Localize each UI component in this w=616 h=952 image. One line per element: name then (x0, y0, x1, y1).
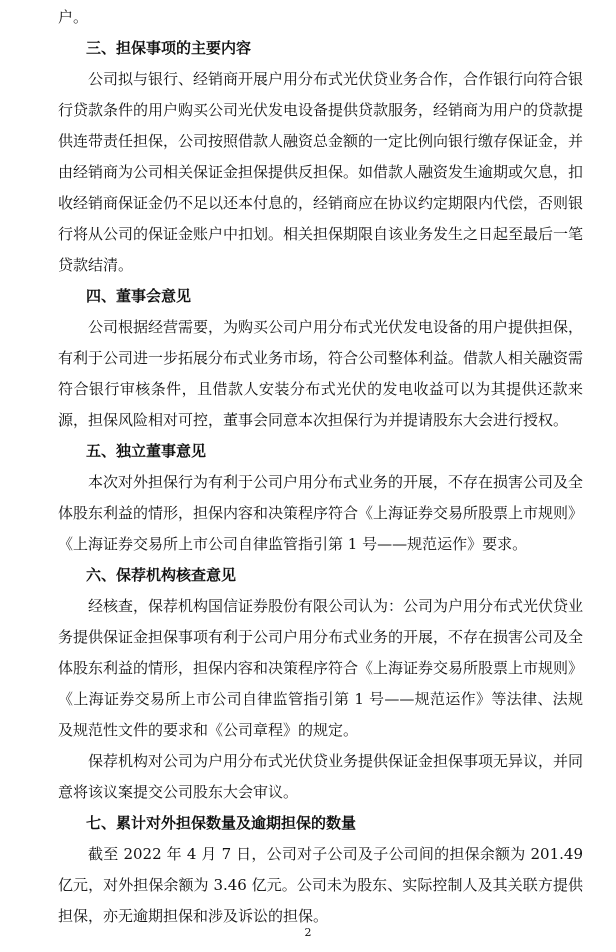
section-independent-director-opinion (58, 436, 583, 560)
page-number: 2 (304, 926, 312, 939)
section-paragraph: 经核查，保荐机构国信证券股份有限公司认为：公司为户用分布式光伏贷业务提供保证金担保事项有利于公司户用分布式业务的开展，不存在损害公司及全体股东利益的情形，担保内容和决策程序符合《上海证券交易所股票上市规则》《上海证券交易所上市公司自律监管指引第 1 号——规范运作》等法律、法规及规范性文件的要求和《公司章程》的规定。 (58, 597, 584, 739)
section-board-opinion (58, 281, 583, 436)
section-heading: 七、累计对外担保数量及逾期担保的数量 (86, 814, 357, 832)
section-guarantee-content (58, 33, 583, 281)
section-heading: 三、担保事项的主要内容 (86, 39, 252, 57)
section-paragraph: 本次对外担保行为有利于公司户用分布式业务的开展，不存在损害公司及全体股东利益的情形，担保内容和决策程序符合《上海证券交易所股票上市规则》《上海证券交易所上市公司自律监管指引第 1 号——规范运作》要求。 (58, 473, 584, 553)
section-heading: 六、保荐机构核查意见 (86, 566, 237, 584)
section-cumulative-guarantee (58, 808, 583, 932)
section-heading: 四、董事会意见 (86, 287, 192, 305)
section-sponsor-opinion (58, 560, 583, 808)
section-paragraph: 保荐机构对公司为户用分布式光伏贷业务提供保证金担保事项无异议，并同意将该议案提交公司股东大会审议。 (58, 752, 584, 801)
section-paragraph: 公司根据经营需要，为购买公司户用分布式光伏发电设备的用户提供担保，有利于公司进一步拓展分布式业务市场，符合公司整体利益。借款人相关融资需符合银行审核条件，且借款人安装分布式光伏的发电收益可以为其提供还款来源，担保风险相对可控，董事会同意本次担保行为并提请股东大会进行授权。 (58, 318, 584, 429)
section-paragraph: 截至 2022 年 4 月 7 日，公司对子公司及子公司间的担保余额为 201.49 亿元，对外担保余额为 3.46 亿元。公司未为股东、实际控制人及其关联方提供担保，亦无逾期担保和涉及诉讼的担保。 (58, 845, 584, 925)
section-paragraph: 公司拟与银行、经销商开展户用分布式光伏贷业务合作，合作银行向符合银行贷款条件的用户购买公司光伏发电设备提供贷款服务，经销商为用户的贷款提供连带责任担保，公司按照借款人融资总金额的一定比例向银行缴存保证金，并由经销商为公司相关保证金担保提供反担保。如借款人融资发生逾期或欠息，扣收经销商保证金仍不足以还本付息的，经销商应在协议约定期限内代偿，否则银行将从公司的保证金账户中扣划。相关担保期限自该业务发生之日起至最后一笔贷款结清。 (58, 70, 584, 274)
section-heading: 五、独立董事意见 (86, 442, 207, 460)
lead-line: 户。 (58, 8, 89, 26)
